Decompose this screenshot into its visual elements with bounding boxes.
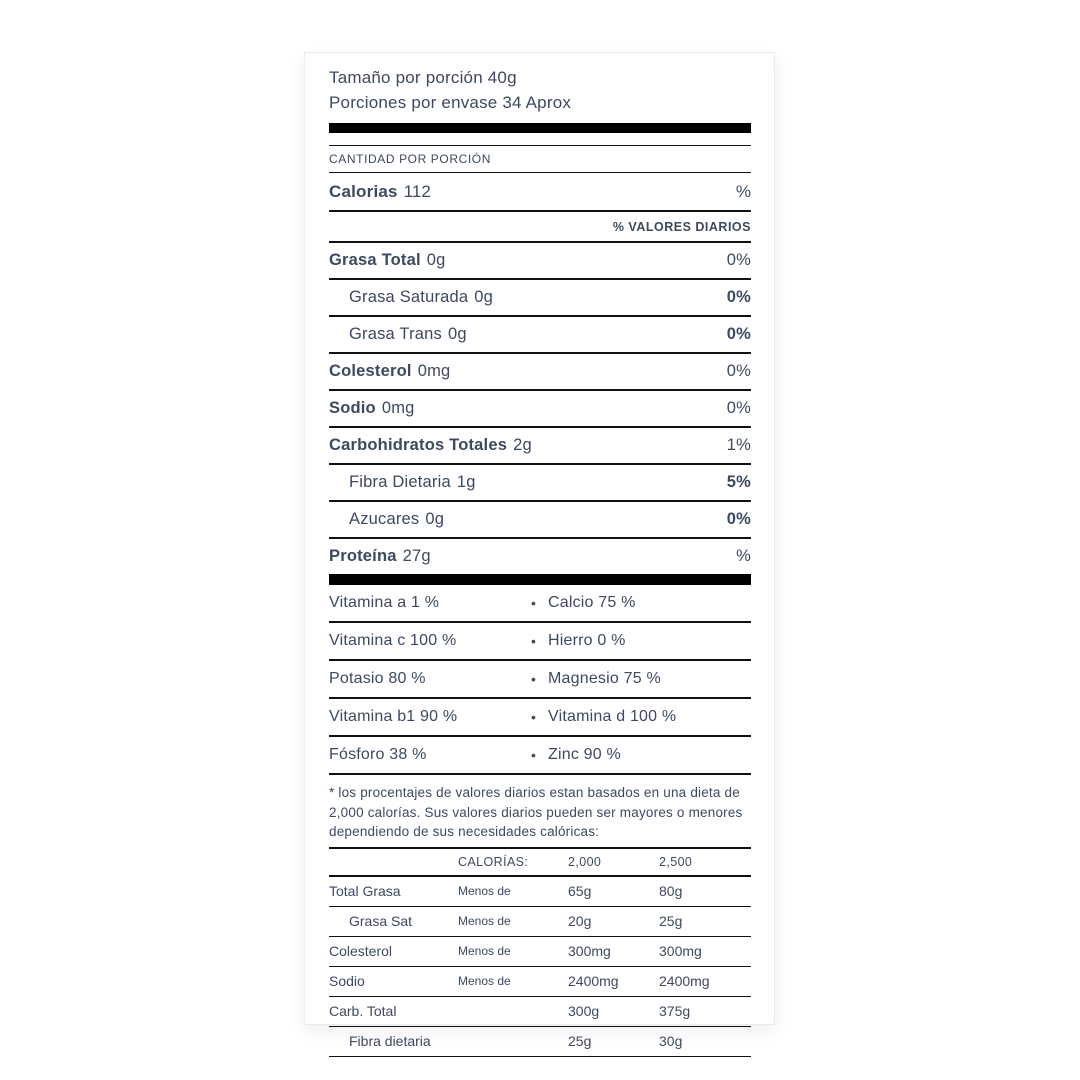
bullet-icon: •	[531, 595, 537, 611]
nutrient-row-proteina: Proteína 27g %	[329, 547, 751, 565]
nutrient-row-carbohidratos: Carbohidratos Totales 2g 1%	[329, 428, 751, 465]
thick-divider-middle	[329, 574, 751, 585]
col-2500-header: 2,500	[659, 854, 693, 869]
vitamin-row-5: Fósforo 38 % • Zinc 90 %	[329, 737, 751, 775]
ref-row-grasa-sat: Grasa Sat Menos de 20g 25g	[329, 907, 751, 937]
bullet-icon: •	[531, 747, 537, 763]
reference-table-header	[329, 849, 751, 877]
nutrient-row-azucares: Azucares 0g 0%	[329, 502, 751, 539]
calories-percent: %	[735, 181, 751, 201]
vitamin-row-1: Vitamina a 1 % • Calcio 75 %	[329, 585, 751, 623]
nutrient-row-grasa-trans: Grasa Trans 0g 0%	[329, 317, 751, 354]
calories-label: Calorias	[329, 181, 398, 201]
vitamin-row-3: Potasio 80 % • Magnesio 75 %	[329, 661, 751, 699]
nutrient-row-fibra: Fibra Dietaria 1g 5%	[329, 465, 751, 502]
calories-row	[329, 173, 751, 212]
col-2000-header: 2,000	[568, 854, 602, 869]
vitamin-row-2: Vitamina c 100 % • Hierro 0 %	[329, 623, 751, 661]
calories-value: 112	[403, 181, 431, 201]
ref-row-colesterol: Colesterol Menos de 300mg 300mg	[329, 937, 751, 967]
bullet-icon: •	[531, 671, 537, 687]
ref-row-carb-total: Carb. Total 300g 375g	[329, 997, 751, 1027]
bullet-icon: •	[531, 633, 537, 649]
nutrient-row-sodio: Sodio 0mg 0%	[329, 391, 751, 428]
servings-per-container: Porciones por envase 34 Aprox	[329, 93, 572, 112]
serving-size: Tamaño por porción 40g	[329, 68, 517, 87]
ref-row-sodio: Sodio Menos de 2400mg 2400mg	[329, 967, 751, 997]
bullet-icon: •	[531, 709, 537, 725]
ref-row-fibra-dietaria: Fibra dietaria 25g 30g	[329, 1027, 751, 1057]
amount-per-serving-label: CANTIDAD POR PORCIÓN	[329, 146, 751, 173]
nutrient-row-colesterol: Colesterol 0mg 0%	[329, 354, 751, 391]
nutrient-row-grasa-total: Grasa Total 0g 0%	[329, 243, 751, 280]
daily-values-header: % VALORES DIARIOS	[329, 212, 751, 243]
nutrient-row-grasa-saturada: Grasa Saturada 0g 0%	[329, 280, 751, 317]
daily-values-footnote: * los procentajes de valores diarios estan basados en una dieta de 2,000 calorías. Sus valores diarios pueden ser mayores o menores dependiendo de sus necesidades calóricas:	[329, 775, 751, 849]
serving-info	[329, 63, 751, 115]
ref-row-total-grasa: Total Grasa Menos de 65g 80g	[329, 877, 751, 907]
vitamin-row-4: Vitamina b1 90 % • Vitamina d 100 %	[329, 699, 751, 737]
thick-divider-top	[329, 123, 751, 133]
calories-column-header: CALORÍAS:	[458, 854, 529, 869]
nutrition-label-card	[304, 52, 775, 1049]
